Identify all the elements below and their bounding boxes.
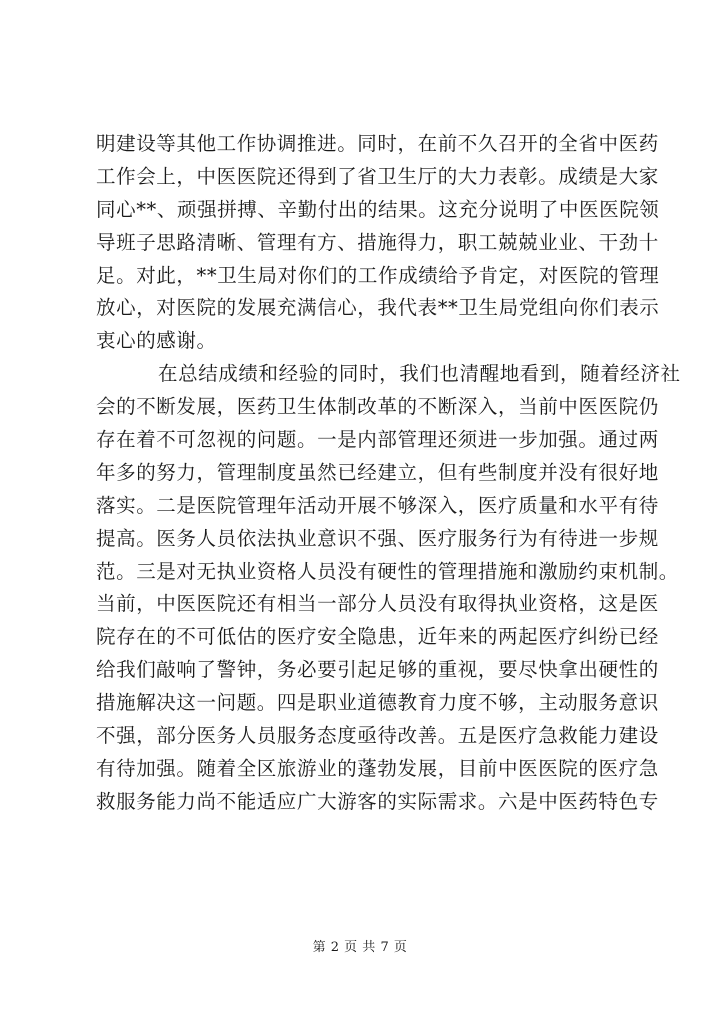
text-line: 提高。医务人员依法执业意识不强、医疗服务行为有待进一步规	[96, 526, 659, 550]
text-line: 院存在的不可低估的医疗安全隐患，近年来的两起医疗纠纷已经	[96, 625, 659, 649]
text-line: 落实。二是医院管理年活动开展不够深入，医疗质量和水平有待	[96, 493, 659, 517]
text-line: 放心，对医院的发展充满信心，我代表**卫生局党组向你们表示	[96, 296, 660, 320]
text-line: 给我们敲响了警钟，务必要引起足够的重视，要尽快拿出硬性的	[96, 658, 659, 682]
text-line: 不强，部分医务人员服务态度亟待改善。五是医疗急救能力建设	[96, 724, 659, 748]
text-line: 足。对此，**卫生局对你们的工作成绩给予肯定，对医院的管理	[96, 263, 660, 287]
text-line: 有待加强。随着全区旅游业的蓬勃发展，目前中医医院的医疗急	[96, 756, 659, 780]
text-line: 存在着不可忽视的问题。一是内部管理还须进一步加强。通过两	[96, 428, 659, 452]
text-line: 明建设等其他工作协调推进。同时，在前不久召开的全省中医药	[96, 132, 659, 155]
text-line: 衷心的感谢。	[96, 329, 217, 353]
text-line: 工作会上，中医医院还得到了省卫生厅的大力表彰。成绩是大家	[96, 164, 659, 188]
text-line: 导班子思路清晰、管理有方、措施得力，职工兢兢业业、干劲十	[96, 230, 659, 254]
page-number-footer: 第 2 页 共 7 页	[312, 940, 408, 955]
paragraph-first-line: 在总结成绩和经验的同时，我们也清醒地看到，随着经济社	[158, 362, 681, 386]
text-line: 当前，中医医院还有相当一部分人员没有取得执业资格，这是医	[96, 592, 659, 616]
text-line: 会的不断发展，医药卫生体制改革的不断深入，当前中医医院仍	[96, 395, 659, 419]
text-line: 措施解决这一问题。四是职业道德教育力度不够，主动服务意识	[96, 691, 659, 715]
text-line: 年多的努力，管理制度虽然已经建立，但有些制度并没有很好地	[96, 460, 659, 484]
text-line: 范。三是对无执业资格人员没有硬性的管理措施和激励约束机制。	[96, 559, 679, 583]
text-line: 救服务能力尚不能适应广大游客的实际需求。六是中医药特色专	[96, 789, 659, 813]
text-line: 同心**、顽强拼搏、辛勤付出的结果。这充分说明了中医医院领	[96, 197, 660, 221]
body-text	[96, 128, 681, 819]
